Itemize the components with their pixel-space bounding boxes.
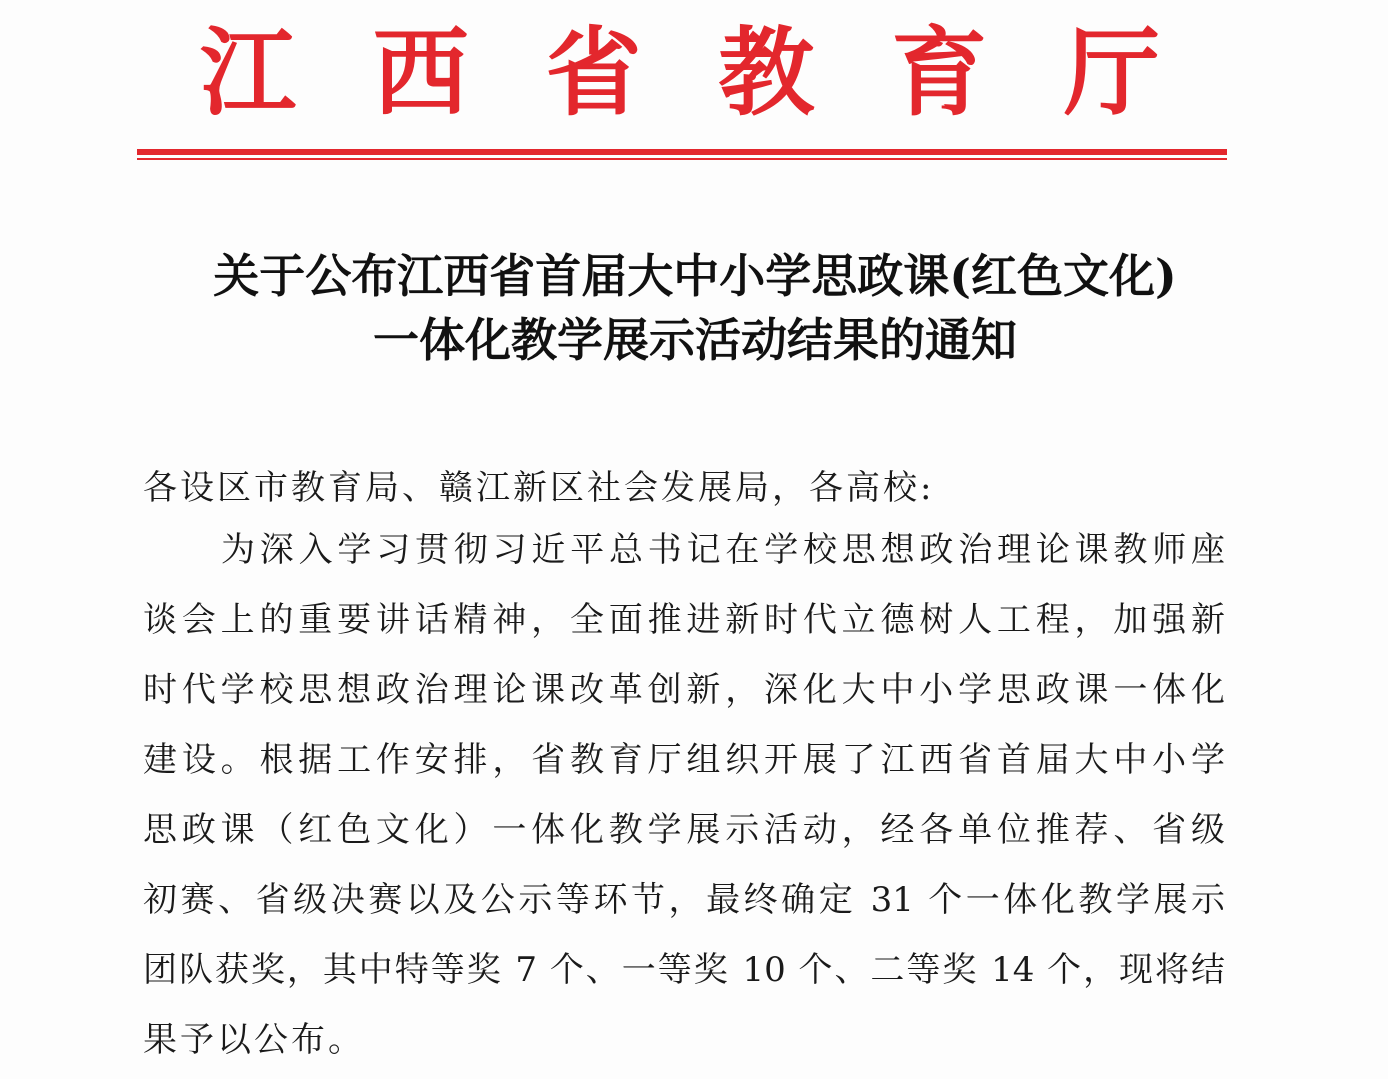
letterhead-char: 江 [200, 16, 296, 129]
body-line: 团队获奖，其中特等奖 7 个、一等奖 10 个、二等奖 14 个，现将结 [143, 950, 1225, 990]
body-line: 时代学校思想政治理论课改革创新，深化大中小学思政课一体化 [143, 670, 1225, 710]
body-line: 思政课（红色文化）一体化教学展示活动，经各单位推荐、省级 [143, 810, 1225, 850]
letterhead-title [200, 18, 1160, 128]
letterhead-char: 育 [891, 16, 988, 129]
letterhead-char: 厅 [1063, 16, 1160, 129]
salutation: 各设区市教育局、赣江新区社会发展局，各高校: [143, 468, 935, 508]
body-line: 为深入学习贯彻习近平总书记在学校思想政治理论课教师座 [221, 530, 1225, 570]
body-line: 谈会上的重要讲话精神，全面推进新时代立德树人工程，加强新 [143, 600, 1225, 640]
letterhead-char: 教 [718, 16, 815, 129]
body-line: 初赛、省级决赛以及公示等环节，最终确定 31 个一体化教学展示 [143, 880, 1225, 920]
document-title [100, 244, 1290, 372]
title-line-2: 一体化教学展示活动结果的通知 [373, 313, 1017, 367]
letterhead-divider-thick [137, 149, 1227, 155]
letterhead-char: 西 [372, 16, 469, 129]
title-line-1: 关于公布江西省首届大中小学思政课(红色文化) [213, 249, 1177, 303]
letterhead-char: 省 [545, 16, 642, 129]
body-line: 果予以公布。 [143, 1020, 365, 1060]
letterhead-divider-thin [137, 158, 1227, 160]
body-line: 建设。根据工作安排，省教育厅组织开展了江西省首届大中小学 [143, 740, 1225, 780]
